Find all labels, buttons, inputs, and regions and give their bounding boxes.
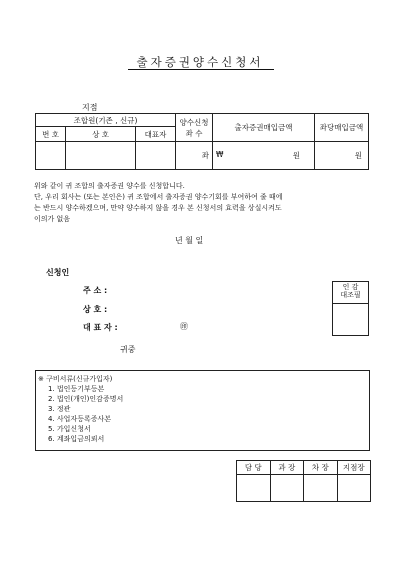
shares-header-line1: 양수신청 (179, 117, 209, 127)
won-unit-1: 원 (292, 151, 301, 160)
company-label: 상 호 : (83, 305, 108, 314)
address-label: 주 소 : (83, 286, 108, 295)
shares-header-line2: 좌 수 (185, 128, 203, 138)
title-underline (128, 69, 274, 70)
approval-table (236, 460, 371, 502)
approval-header-manager: 과 장 (270, 461, 304, 475)
document-item: 3. 정관 (48, 405, 71, 413)
purchase-amount-cell[interactable] (213, 142, 315, 170)
seal-verification-box (332, 281, 369, 336)
shares-header (176, 114, 213, 142)
approval-sign-manager[interactable] (270, 475, 304, 502)
statement-line-4: 이의가 없음 (34, 215, 71, 223)
won-unit-2: 원 (354, 151, 363, 160)
purchase-amount-header: 출자증권매입금액 (213, 114, 315, 142)
seal-box-line1: 인 감 (342, 283, 359, 291)
representative-cell[interactable] (136, 142, 176, 170)
statement-line-3: 는 반드시 양수하겠으며, 만약 양수하지 않을 경우 본 신청서의 효력을 상실시켜도 (34, 204, 282, 212)
number-cell[interactable] (36, 142, 66, 170)
approval-header-branch-head: 지점장 (337, 461, 371, 475)
per-share-amount-header: 좌당매입금액 (315, 114, 369, 142)
statement-line-1: 위와 같이 귀 조합의 출자증권 양수를 신청합니다. (34, 182, 185, 190)
shares-unit: 좌 (201, 151, 210, 160)
approval-header-deputy: 차 장 (304, 461, 338, 475)
document-item: 6. 계좌입금의뢰서 (48, 435, 105, 443)
approval-sign-staff[interactable] (237, 475, 271, 502)
date-line: 년 월 일 (175, 236, 204, 245)
seal-box-line2: 대조필 (340, 291, 361, 299)
company-name-header: 상 호 (66, 127, 136, 142)
statement-line-2: 단, 우리 회사는 (또는 본인은) 귀 조합에서 출자증권 양수기회를 부여하여 줄 때에 (34, 193, 283, 201)
branch-label: 지점 (82, 103, 98, 112)
document-item: 1. 법인등기부등본 (48, 385, 105, 393)
document-item: 4. 사업자등록증사본 (48, 415, 111, 423)
application-table (35, 113, 369, 170)
addressee: 귀중 (120, 345, 136, 354)
seal-mark: ㊞ (180, 322, 188, 331)
company-name-cell[interactable] (66, 142, 136, 170)
applicant-heading: 신청인 (46, 268, 70, 277)
approval-sign-deputy[interactable] (304, 475, 338, 502)
documents-heading: ※ 구비서류(신규가입자) (38, 375, 113, 383)
document-item: 2. 법인(개인)인감증명서 (48, 395, 124, 403)
representative-header: 대표자 (136, 127, 176, 142)
number-header: 번 호 (36, 127, 66, 142)
form-title: 출자증권양수신청서 (136, 55, 264, 69)
representative-label: 대 표 자 : (83, 323, 118, 332)
approval-header-staff: 담 당 (237, 461, 271, 475)
approval-sign-branch-head[interactable] (337, 475, 371, 502)
currency-symbol: ₩ (216, 150, 224, 159)
member-group-header: 조합원(기존 , 신규) (36, 114, 176, 127)
required-documents-box (35, 370, 370, 451)
shares-cell[interactable] (176, 142, 213, 170)
document-item: 5. 가입신청서 (48, 425, 91, 433)
per-share-amount-cell[interactable] (315, 142, 369, 170)
